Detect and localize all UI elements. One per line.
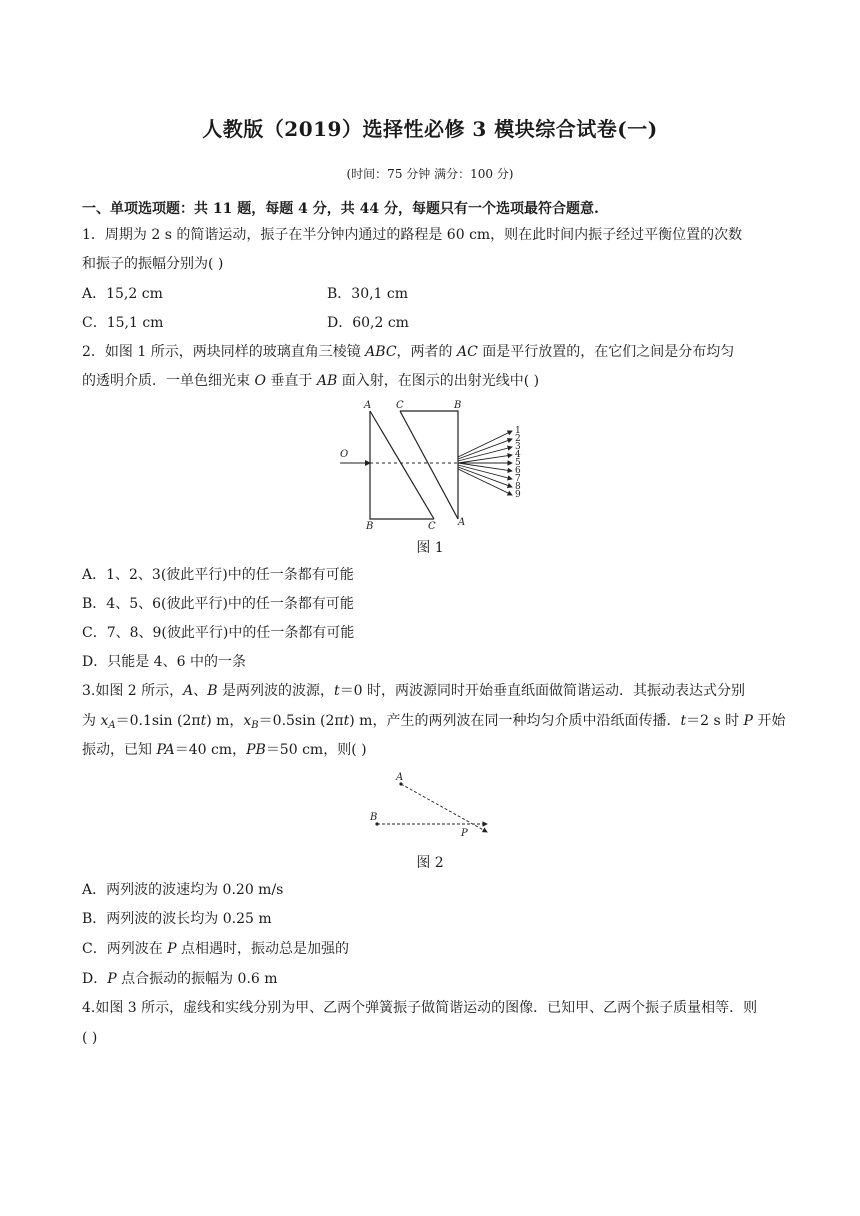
q3-option-b: B．两列波的波长均为 0.25 m [82, 911, 272, 927]
q2-text: 2．如图 1 所示，两块同样的玻璃直角三棱镜 [82, 344, 366, 360]
q3-text: 振动，已知 [82, 742, 157, 758]
q2-var: O [254, 373, 266, 389]
figure-1-prisms [330, 395, 540, 535]
q3-option-d [82, 970, 278, 988]
q3-text: ＝40 cm， [174, 742, 247, 758]
q3-text: C．两列波在 [82, 941, 168, 957]
fig2-label-b: B [370, 812, 378, 823]
q2-var: AB [316, 373, 338, 389]
q3-var: B [207, 683, 218, 699]
q3-text: ＝50 cm，则( ) [265, 742, 367, 758]
q3-var: x [243, 713, 252, 729]
q2-text: 垂直于 [265, 373, 317, 389]
wave-path-a [401, 784, 487, 832]
q3-text: 点合振动的振幅为 0.6 m [116, 971, 278, 987]
fig1-label-a-top: A [364, 400, 372, 411]
q3-option-c [82, 940, 349, 958]
q3-var: P [167, 941, 177, 957]
q3-option-a: A．两列波的波速均为 0.20 m/s [82, 882, 284, 898]
q3-sub: A [108, 720, 116, 731]
q2-var: AC [457, 344, 478, 360]
q3-var: P [107, 971, 117, 987]
outgoing-rays [458, 431, 512, 495]
right-prism-hypotenuse [400, 411, 458, 519]
q3-var: t [200, 713, 207, 729]
ray-label: 5 [515, 458, 521, 468]
q3-text: 点相遇时，振动总是加强的 [176, 941, 350, 957]
q3-text: 3.如图 2 所示， [82, 683, 184, 699]
q2-var: ABC [365, 344, 397, 360]
q2-option-a: A．1、2、3(彼此平行)中的任一条都有可能 [82, 567, 354, 583]
q2-option-c: C．7、8、9(彼此平行)中的任一条都有可能 [82, 625, 355, 641]
q3-var: PB [246, 742, 266, 758]
ray-label: 4 [515, 450, 521, 460]
q3-text: 、 [193, 683, 208, 699]
ray-label: 2 [515, 434, 521, 444]
q3-var: t [343, 713, 350, 729]
q3-text: 为 [82, 713, 101, 729]
figure-1-caption: 图 1 [416, 540, 444, 556]
q1-line2: 和振子的振幅分别为( ) [82, 256, 224, 272]
q1-option-d: D．60,2 cm [327, 315, 409, 331]
ray-label: 9 [515, 490, 521, 500]
q3-var: P [743, 713, 753, 729]
fig1-label-b-bottom: B [366, 521, 374, 532]
q3-text: ＝0.5sin (2π [258, 713, 344, 729]
fig1-label-o: O [340, 449, 349, 460]
q3-line2 [82, 712, 785, 735]
q3-var: PA [156, 742, 175, 758]
fig1-label-c-top: C [396, 400, 404, 411]
q3-var: A [183, 683, 194, 699]
q1-option-b: B．30,1 cm [327, 286, 409, 302]
q3-text: ＝0 时，两波源同时开始垂直纸面做简谐运动．其振动表达式分别 [339, 683, 746, 699]
fig2-label-a: A [396, 772, 404, 783]
fig1-label-b-top: B [454, 400, 462, 411]
fig1-label-a-bottom: A [458, 517, 466, 528]
q4-line2: ( ) [82, 1030, 98, 1046]
ray-label: 6 [515, 466, 521, 476]
figure-2-caption: 图 2 [416, 855, 444, 871]
q1-line1: 1．周期为 2 s 的简谐运动，振子在半分钟内通过的路程是 60 cm，则在此时间内振子经过平衡位置的次数 [82, 227, 743, 243]
q3-text: ) m，产生的两列波在同一种均匀介质中沿纸面传播． [349, 713, 681, 729]
ray-label: 1 [515, 426, 521, 436]
q3-line3 [82, 741, 367, 759]
q3-text: 是两列波的波源， [217, 683, 335, 699]
figure-2-wave-sources [365, 768, 495, 842]
q3-text: ) m， [206, 713, 244, 729]
page-title: 人教版（2019）选择性必修 3 模块综合试卷(一) [202, 117, 658, 141]
q2-text: 面入射，在图示的出射光线中( ) [337, 373, 540, 389]
left-prism-hypotenuse [370, 411, 434, 519]
q3-var: t [680, 713, 687, 729]
q3-line1 [82, 682, 745, 700]
q3-text: ＝0.1sin (2π [115, 713, 201, 729]
q3-text: ＝2 s 时 [686, 713, 744, 729]
q3-var: t [334, 683, 340, 699]
q4-line1: 4.如图 3 所示，虚线和实线分别为甲、乙两个弹簧振子做简谐运动的图像．已知甲、乙两个振子质量相等．则 [82, 1000, 758, 1016]
section-heading: 一、单项选项题：共 11 题，每题 4 分，共 44 分，每题只有一个选项最符合题意. [82, 201, 599, 217]
q3-sub: B [251, 720, 259, 731]
q2-option-b: B．4、5、6(彼此平行)中的任一条都有可能 [82, 596, 354, 612]
q2-text: 的透明介质．一单色细光束 [82, 373, 255, 389]
q3-var: x [100, 713, 109, 729]
ray-label: 7 [515, 474, 521, 484]
q1-option-a: A．15,2 cm [82, 286, 163, 302]
q2-text: ，两者的 [396, 344, 457, 360]
q2-line2 [82, 372, 539, 390]
q3-text: D． [82, 971, 108, 987]
q2-text: 面是平行放置的，在它们之间是分布均匀 [477, 344, 735, 360]
q2-option-d: D．只能是 4、6 中的一条 [82, 654, 246, 670]
fig2-label-p: P [461, 828, 468, 839]
ray-label: 8 [515, 482, 521, 492]
q1-option-c: C．15,1 cm [82, 315, 164, 331]
page-subtitle: (时间：75 分钟 满分：100 分) [346, 167, 514, 181]
q2-line1 [82, 343, 734, 361]
q3-text: 开始 [752, 713, 786, 729]
ray-label: 3 [515, 442, 521, 452]
fig1-label-c-bottom: C [428, 521, 436, 532]
